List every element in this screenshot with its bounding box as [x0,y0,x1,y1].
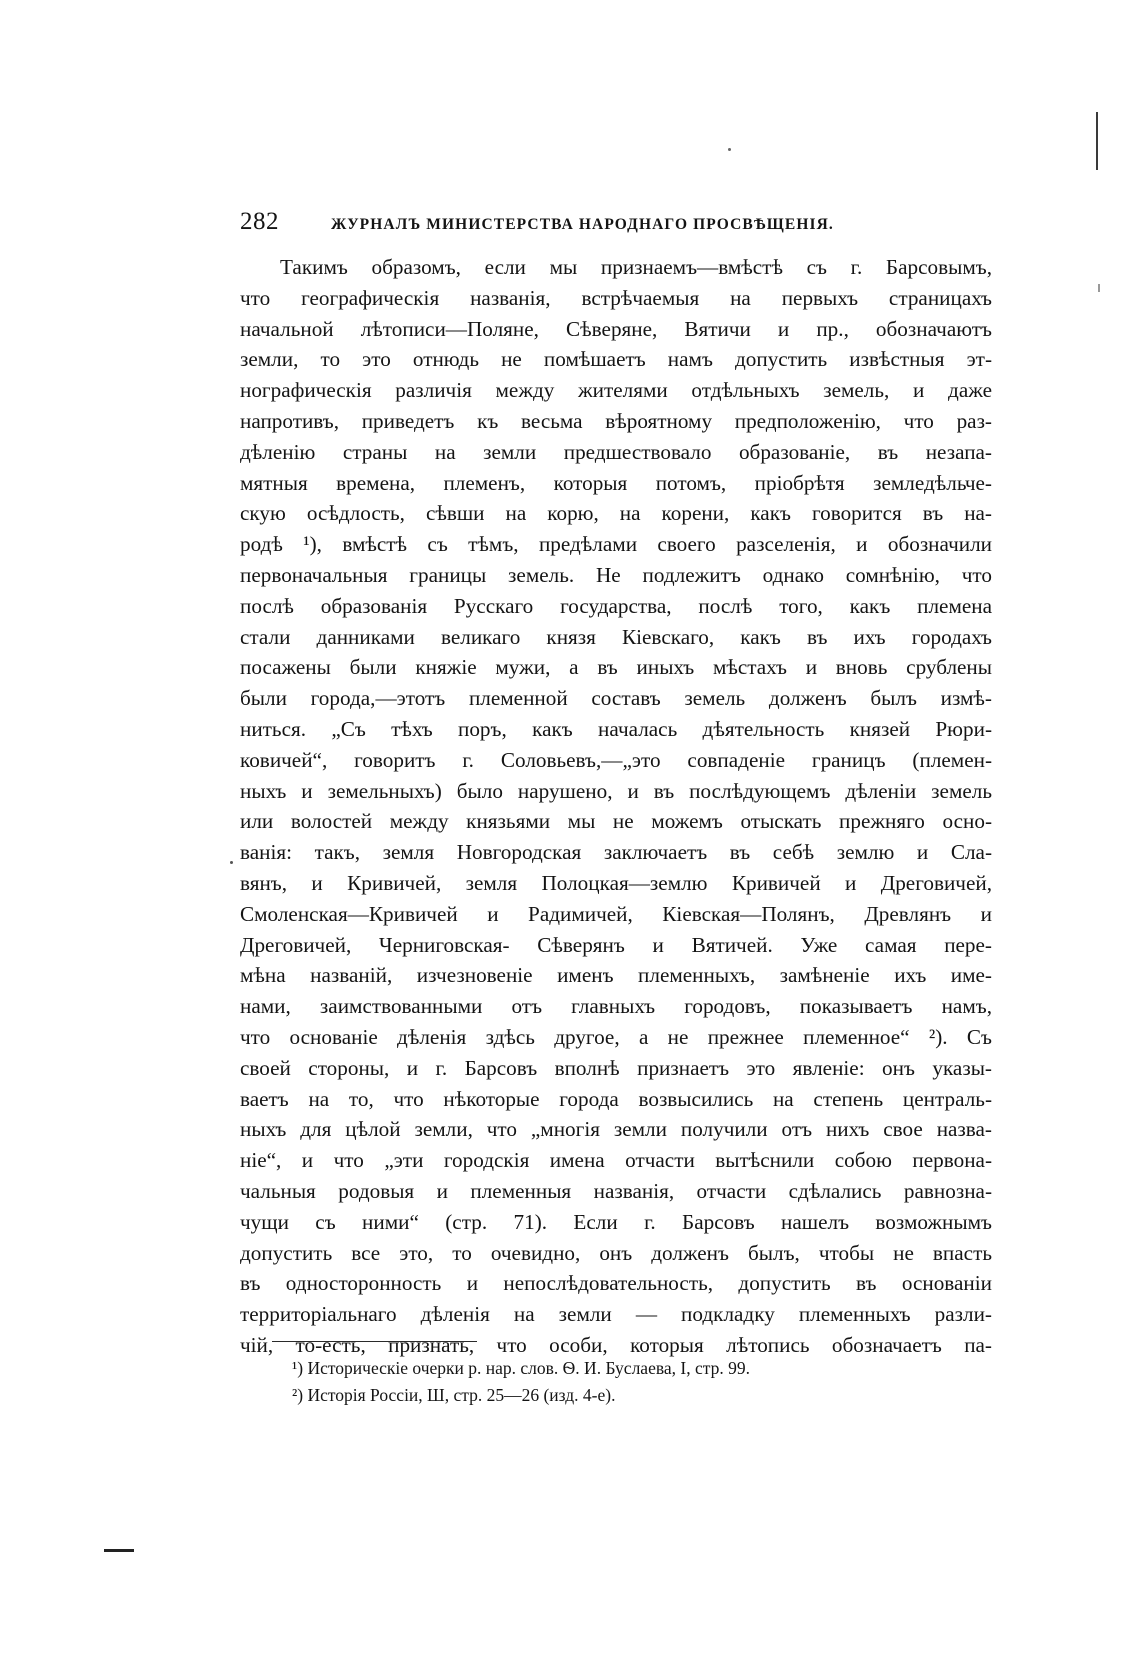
text-line: посажены были княжіе мужи, а въ иныхъ мѣстахъ и вновь срублены [240,655,992,680]
text-line: своей стороны, и г. Барсовъ вполнѣ признаетъ это явленіе: онъ указы- [240,1055,992,1080]
text-line: территоріальнаго дѣленія на земли — подкладку племенныхъ разли- [240,1302,992,1327]
text-line: что основаніе дѣленія здѣсь другое, а не прежнее племенное“ ²). Съ [240,1024,992,1049]
text-line: чальныя родовыя и племенныя названія, отчасти сдѣлались равнозна- [240,1178,992,1203]
text-line: нами, заимствованными отъ главныхъ городовъ, показываетъ намъ, [240,994,992,1019]
text-line: мѣна названій, изчезновеніе именъ племенныхъ, замѣненіе ихъ име- [240,963,992,988]
text-line: были города,—этотъ племенной составъ земель долженъ былъ измѣ- [240,686,992,711]
text-line: чій, то-есть, признать, что особи, которыя лѣтопись обозначаетъ па- [240,1332,992,1357]
scan-mark [104,1549,134,1552]
footnote-rule [272,1341,477,1342]
text-line: напротивъ, приведетъ къ весьма вѣроятному предположенію, что раз- [240,408,992,433]
text-line: или волостей между князьями мы не можемъ отыскать прежняго осно- [240,809,992,834]
text-line: ковичей“, говоритъ г. Соловьевъ,—„это совпаденіе границъ (племен- [240,747,992,772]
text-line: въ односторонность и непослѣдовательность, допустить въ основаніи [240,1271,992,1296]
journal-title: ЖУРНАЛЪ МИНИСТЕРСТВА НАРОДНАГО ПРОСВѢЩЕНІЯ. [331,216,834,233]
page-number: 282 [240,208,279,235]
scan-speck [728,148,731,151]
text-line: допустить все это, то очевидно, онъ долженъ былъ, чтобы не впасть [240,1240,992,1265]
text-line: первоначальныя границы земель. Не подлежитъ однако сомнѣнію, что [240,562,992,587]
text-line: ніе“, и что „эти городскія имена отчасти вытѣснили собою первона- [240,1148,992,1173]
text-line: мятныя времена, племенъ, которыя потомъ, пріобрѣтя земледѣльче- [240,470,992,495]
body-text [240,252,992,1361]
text-line: чущи съ ними“ (стр. 71). Если г. Барсовъ нашелъ возможнымъ [240,1209,992,1234]
scan-speck [1098,284,1100,292]
text-line: вянъ, и Кривичей, земля Полоцкая—землю Кривичей и Дреговичей, [240,870,992,895]
text-line: ваетъ на то, что нѣкоторые города возвысились на степень централь- [240,1086,992,1111]
text-line: дѣленію страны на земли предшествовало образованіе, въ незапа- [240,439,992,464]
text-line: ныхъ для цѣлой земли, что „многія земли получили отъ нихъ свое назва- [240,1117,992,1142]
text-line: Такимъ образомъ, если мы признаемъ—вмѣстѣ съ г. Барсовымъ, [280,255,992,279]
text-line: нографическія различія между жителями отдѣльныхъ земель, и даже [240,378,992,403]
text-line: родѣ ¹), вмѣстѣ съ тѣмъ, предѣлами своего разселенія, и обозначили [240,532,992,557]
margin-scan-mark [1096,112,1098,170]
text-line: Дреговичей, Черниговская- Сѣверянъ и Вятичей. Уже самая пере- [240,932,992,957]
footnotes [292,1355,952,1409]
footnote-2: ²) Исторія Россіи, Ш, стр. 25—26 (изд. 4-е). [292,1385,616,1405]
scan-speck [230,861,233,864]
text-line: земли, то это отнюдь не помѣшаетъ намъ допустить извѣстныя эт- [240,347,992,372]
text-line: послѣ образованія Русскаго государства, послѣ того, какъ племена [240,593,992,618]
text-line: скую осѣдлость, сѣвши на корю, на корени, какъ говорится въ на- [240,501,992,526]
text-line: ванія: такъ, земля Новгородская заключаетъ въ себѣ землю и Сла- [240,840,992,865]
text-line: ниться. „Съ тѣхъ поръ, какъ началась дѣятельность князей Рюри- [240,716,992,741]
text-line: начальной лѣтописи—Поляне, Сѣверяне, Вятичи и пр., обозначаютъ [240,316,992,341]
text-line: ныхъ и земельныхъ) было нарушено, и въ послѣдующемъ дѣленіи земель [240,778,992,803]
text-line: Смоленская—Кривичей и Радимичей, Кіевская—Полянъ, Древлянъ и [240,901,992,926]
text-line: стали данниками великаго князя Кіевскаго, какъ въ ихъ городахъ [240,624,992,649]
text-line: что географическія названія, встрѣчаемыя на первыхъ страницахъ [240,285,992,310]
running-head [240,208,990,240]
footnote-1: ¹) Историческіе очерки р. нар. слов. Ѳ. И. Буслаева, I, стр. 99. [292,1358,750,1378]
